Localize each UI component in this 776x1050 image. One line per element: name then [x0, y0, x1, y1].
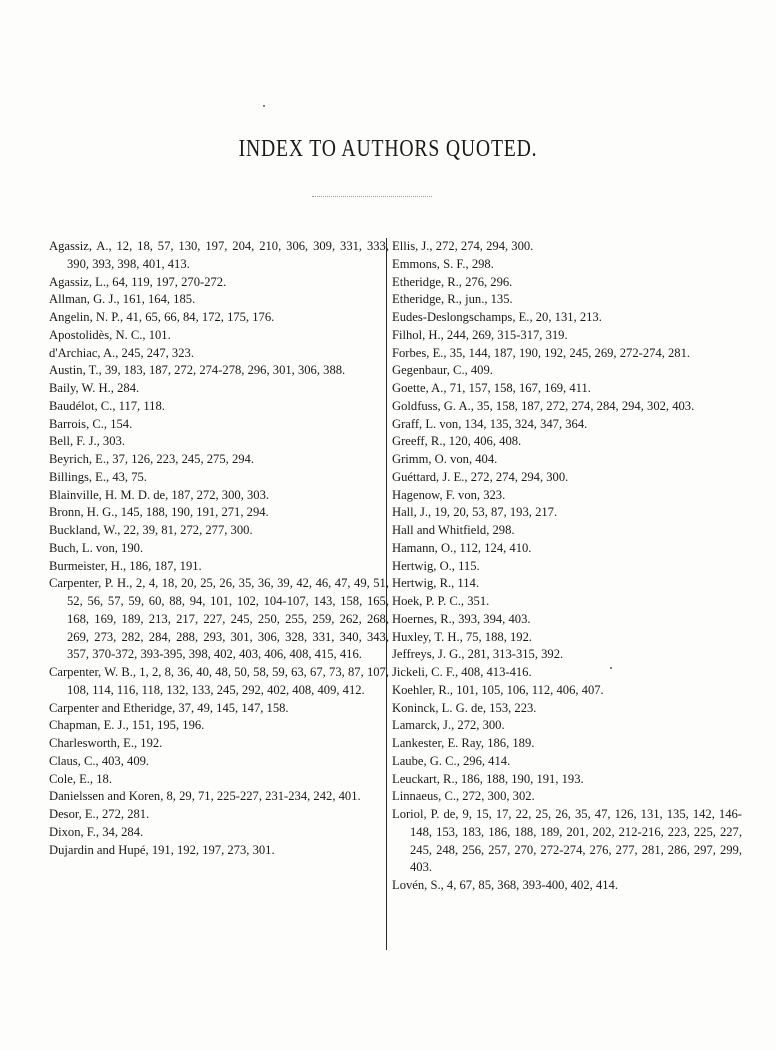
index-entry: Agassiz, A., 12, 18, 57, 130, 197, 204, 210, 306, 309, 331, 333, 390, 393, 398, 401, 413.: [49, 239, 389, 271]
index-entry: Hertwig, O., 115.: [392, 558, 480, 573]
index-entry: Eudes-Deslongschamps, E., 20, 131, 213.: [392, 310, 602, 324]
index-entry: Dixon, F., 34, 284.: [49, 824, 144, 839]
index-entry: Ellis, J., 272, 274, 294, 300.: [392, 239, 534, 253]
index-entry: Billings, E., 43, 75.: [49, 469, 147, 484]
index-entry: Lankester, E. Ray, 186, 189.: [392, 736, 535, 750]
index-entry: Gegenbaur, C., 409.: [392, 363, 493, 378]
index-entry: Hall, J., 19, 20, 53, 87, 193, 217.: [392, 505, 558, 520]
index-entry: Huxley, T. H., 75, 188, 192.: [392, 629, 533, 644]
index-entry: Etheridge, R., 276, 296.: [392, 274, 513, 289]
index-entry: Beyrich, E., 37, 126, 223, 245, 275, 294.: [49, 452, 254, 466]
index-entry: Lovén, S., 4, 67, 85, 368, 393-400, 402, 414.: [392, 878, 618, 892]
index-entry: Graff, L. von, 134, 135, 324, 347, 364.: [392, 416, 588, 431]
index-entry: Buckland, W., 22, 39, 81, 272, 277, 300.: [49, 523, 253, 537]
index-entry: Chapman, E. J., 151, 195, 196.: [49, 718, 205, 733]
index-entry: Burmeister, H., 186, 187, 191.: [49, 558, 202, 573]
index-entry: Carpenter and Etheridge, 37, 49, 145, 147, 158.: [49, 700, 289, 715]
ink-speck: [263, 105, 265, 107]
index-entry: Guéttard, J. E., 272, 274, 294, 300.: [392, 469, 569, 484]
index-entry: Baudélot, C., 117, 118.: [49, 398, 165, 413]
index-entry: Hoernes, R., 393, 394, 403.: [392, 611, 531, 626]
index-entry: Baily, W. H., 284.: [49, 381, 140, 395]
index-entry: Lamarck, J., 272, 300.: [392, 718, 505, 733]
index-entry: Emmons, S. F., 298.: [392, 256, 494, 271]
index-entry: Buch, L. von, 190.: [49, 540, 144, 555]
index-entry: Grimm, O. von, 404.: [392, 452, 498, 466]
index-entry: Agassiz, L., 64, 119, 197, 270-272.: [49, 274, 227, 289]
index-entry: Austin, T., 39, 183, 187, 272, 274-278, 296, 301, 306, 388.: [49, 363, 346, 378]
ornament-rule: [312, 196, 432, 201]
index-entry: Hall and Whitfield, 298.: [392, 523, 515, 537]
index-entry: Hoek, P. P. C., 351.: [392, 594, 490, 608]
index-entry: Cole, E., 18.: [49, 771, 112, 786]
index-entry: Leuckart, R., 186, 188, 190, 191, 193.: [392, 771, 584, 786]
index-entry: Jeffreys, J. G., 281, 313-315, 392.: [392, 647, 564, 662]
column-divider: [386, 238, 387, 950]
index-entry: Danielssen and Koren, 8, 29, 71, 225-227, 231-234, 242, 401.: [49, 789, 361, 804]
index-entry: Blainville, H. M. D. de, 187, 272, 300, 303.: [49, 487, 270, 502]
index-entry: Jickeli, C. F., 408, 413-416.: [392, 665, 532, 679]
index-entry: d'Archiac, A., 245, 247, 323.: [49, 345, 194, 360]
index-entry: Linnaeus, C., 272, 300, 302.: [392, 789, 535, 804]
index-column-left: [49, 238, 389, 859]
index-entry: Angelin, N. P., 41, 65, 66, 84, 172, 175, 176.: [49, 310, 275, 324]
index-entry: Desor, E., 272, 281.: [49, 807, 150, 821]
page-title: INDEX TO AUTHORS QUOTED.: [238, 136, 538, 162]
index-entry: Bell, F. J., 303.: [49, 434, 125, 449]
index-entry: Carpenter, W. B., 1, 2, 8, 36, 40, 48, 50, 58, 59, 63, 67, 73, 87, 107, 108, 114, 116, 118, 132, 133, 245, 292, 402, 408, 409, 412.: [49, 665, 389, 697]
index-entry: Etheridge, R., jun., 135.: [392, 292, 513, 307]
index-entry: Carpenter, P. H., 2, 4, 18, 20, 25, 26, 35, 36, 39, 42, 46, 47, 49, 51, 52, 56, 57, 59, 60, 88, 94, 101, 102, 104-107, 143, 158, 165, 168, 169, 189, 213, 217, 227, 245, 250, 255, 259, 262, 268, 269, 273, 282, 284, 288, 293, 301, 306, 328, 331, 340, 343, 357, 370-372, 393-395, 398, 402, 403, 406, 408, 415, 416.: [49, 576, 389, 662]
index-entry: Dujardin and Hupé, 191, 192, 197, 273, 301.: [49, 842, 275, 857]
index-entry: Hagenow, F. von, 323.: [392, 487, 506, 502]
index-entry: Charlesworth, E., 192.: [49, 736, 163, 750]
index-entry: Koninck, L. G. de, 153, 223.: [392, 700, 537, 715]
index-entry: Filhol, H., 244, 269, 315-317, 319.: [392, 327, 568, 342]
index-entry: Loriol, P. de, 9, 15, 17, 22, 25, 26, 35, 47, 126, 131, 135, 142, 146-148, 153, 183, 186, 188, 189, 201, 202, 212-216, 223, 225, 227, 245, 248, 256, 257, 270, 272-274, 276, 277, 281, 286, 297, 299, 403.: [392, 807, 742, 875]
index-entry: Barrois, C., 154.: [49, 416, 133, 431]
index-entry: Allman, G. J., 161, 164, 185.: [49, 292, 196, 307]
index-entry: Bronn, H. G., 145, 188, 190, 191, 271, 294.: [49, 505, 269, 520]
index-entry: Hamann, O., 112, 124, 410.: [392, 540, 532, 555]
index-entry: Goette, A., 71, 157, 158, 167, 169, 411.: [392, 381, 591, 395]
index-entry: Koehler, R., 101, 105, 106, 112, 406, 407.: [392, 682, 604, 697]
index-entry: Forbes, E., 35, 144, 187, 190, 192, 245, 269, 272-274, 281.: [392, 345, 691, 360]
index-entry: Greeff, R., 120, 406, 408.: [392, 434, 522, 449]
index-column-right: [392, 238, 742, 895]
index-entry: Hertwig, R., 114.: [392, 576, 479, 591]
index-entry: Claus, C., 403, 409.: [49, 753, 150, 768]
index-entry: Laube, G. C., 296, 414.: [392, 753, 511, 768]
index-entry: Goldfuss, G. A., 35, 158, 187, 272, 274, 284, 294, 302, 403.: [392, 398, 695, 413]
index-entry: Apostolidès, N. C., 101.: [49, 327, 171, 342]
